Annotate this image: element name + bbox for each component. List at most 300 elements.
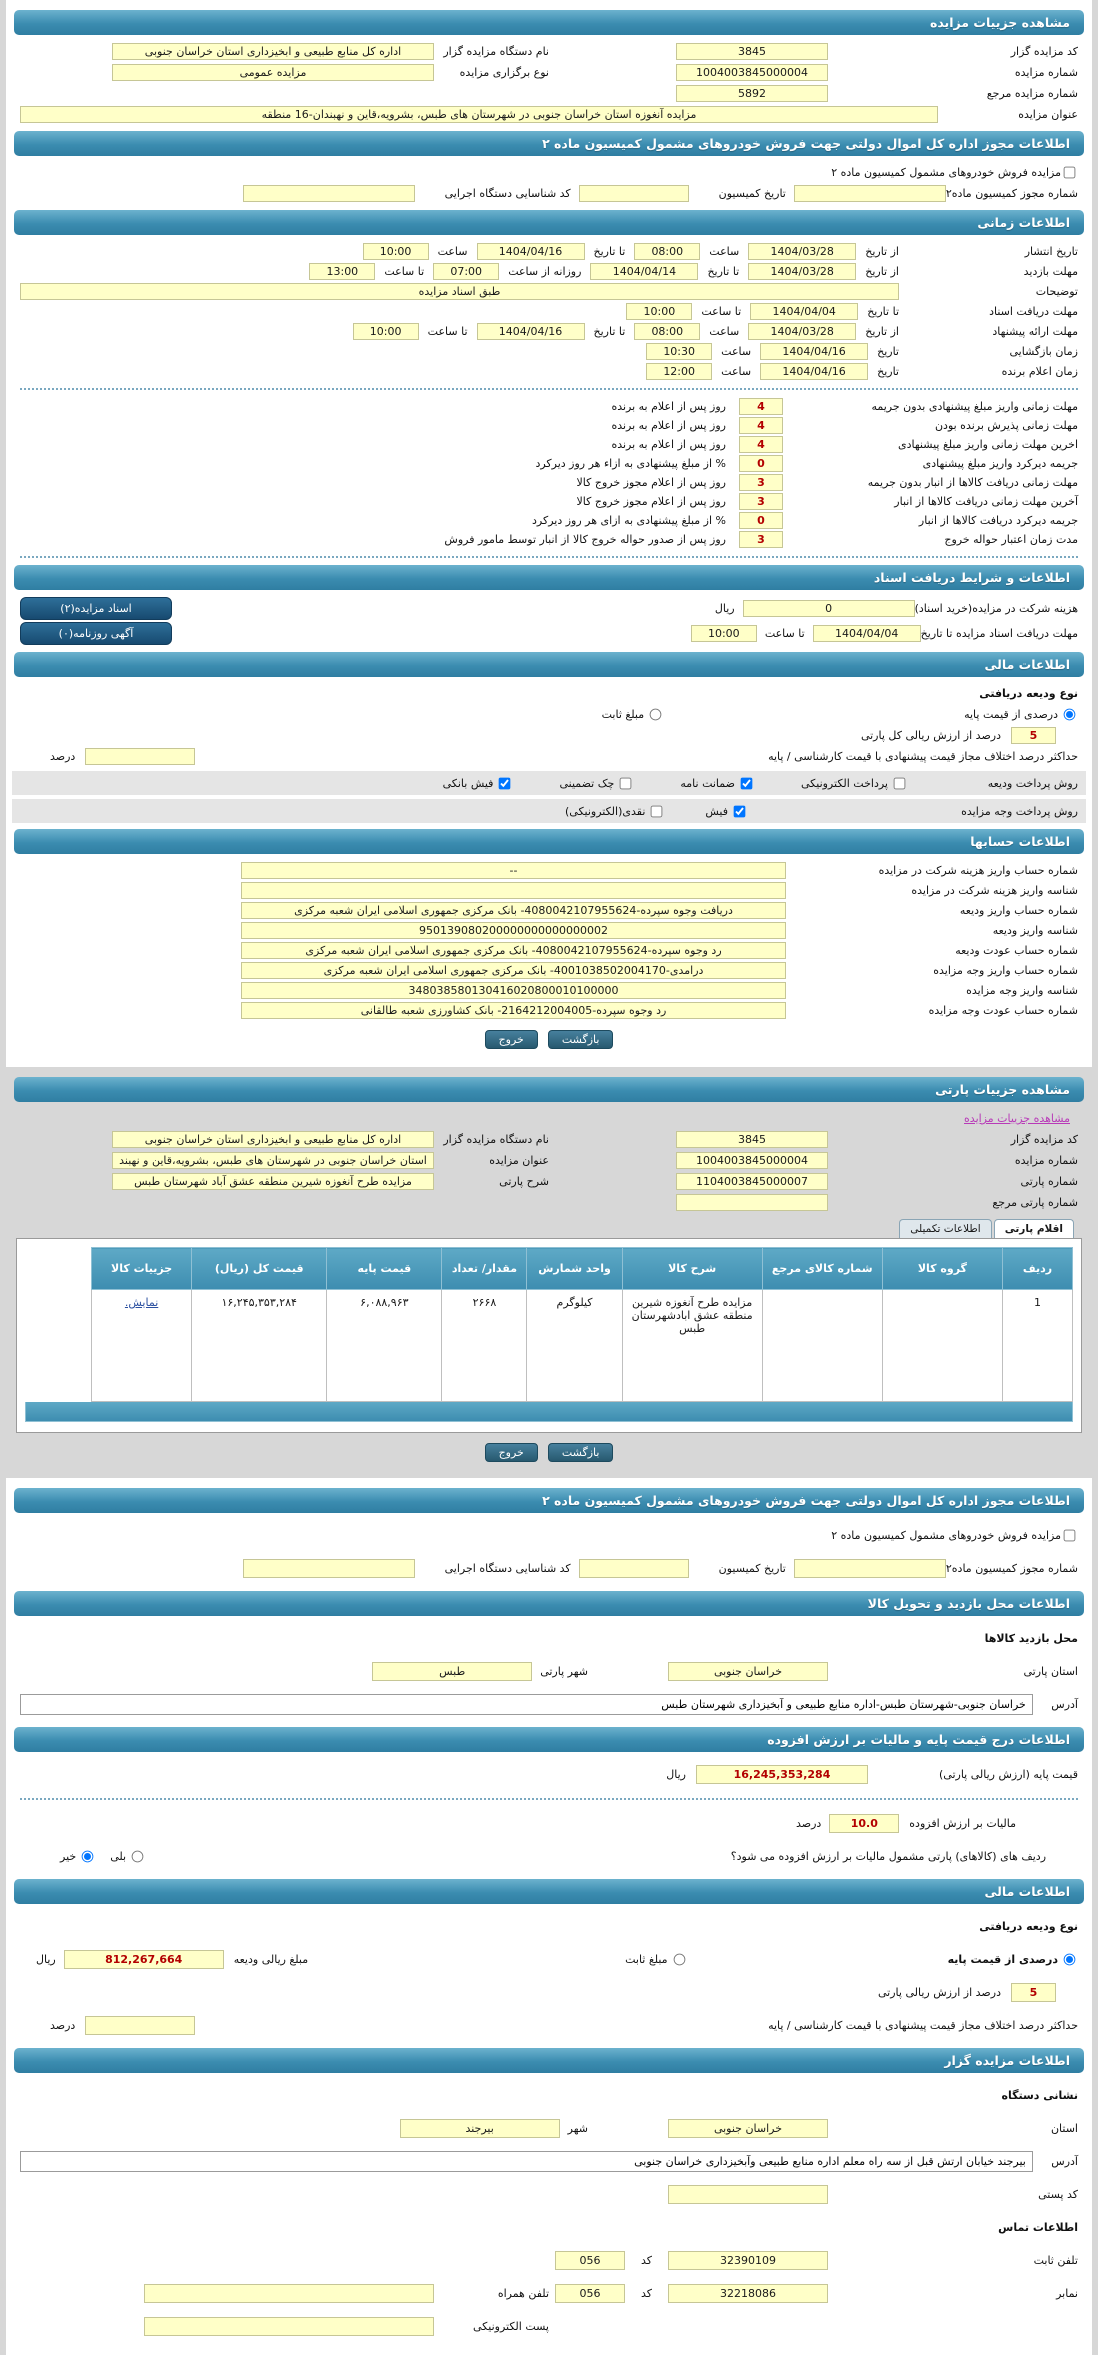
org-address-input[interactable] (20, 2151, 1033, 2172)
commission-permit-label: شماره مجوز کمیسیون ماده۲ (945, 187, 1078, 200)
table-header-row (92, 1248, 1073, 1290)
offer-to-date-field[interactable]: 1404/04/16 (477, 323, 585, 340)
col-ref-goods-number: شماره کالای مرجع (762, 1248, 882, 1290)
hour-text: ساعت (721, 364, 752, 378)
col-goods-group: گروه کالا (882, 1248, 1002, 1290)
auctioneer-code-label: کد مزایده گزار (1010, 1133, 1078, 1146)
org-address-row (12, 2145, 1086, 2178)
deposit-percent-text: درصد از ارزش ریالی کل پارتی (860, 729, 1001, 742)
doc-deadline-label: مهلت دریافت اسناد مزایده تا تاریخ (920, 627, 1078, 640)
account-row (12, 860, 1086, 880)
section-header-documents: اطلاعات و شرایط دریافت اسناد (14, 565, 1084, 590)
percent-of-base-label: درصدی از قیمت پایه (964, 708, 1058, 721)
cell-quantity: ۲۶۶۸ (442, 1290, 527, 1402)
accept-win-days-field[interactable]: 4 (739, 417, 783, 434)
per-day-text: % از مبلغ پیشنهادی به ازای هر روز دیرکرد (532, 514, 726, 527)
deposit-type-row-2 (12, 1910, 1086, 1943)
percent-text: درصد (50, 2019, 76, 2032)
phone-row (12, 2244, 1086, 2277)
doc-fee-field[interactable]: 0 (743, 600, 915, 617)
percent-text: درصد (50, 750, 76, 763)
org-province-city-row (12, 2112, 1086, 2145)
section-header-visit-location: اطلاعات محل بازدید و تحویل کالا (14, 1591, 1084, 1616)
parti-address-label: آدرس (1051, 1698, 1078, 1711)
auction-payment-methods-row (12, 799, 1086, 823)
percent-text: درصد (795, 1817, 822, 1830)
from-date-text: از تاریخ (865, 244, 899, 258)
fax-label: نمابر (1056, 2287, 1078, 2300)
hour-text: ساعت (709, 244, 740, 258)
deposit-percent-row (12, 725, 1086, 746)
last-pickup-label: آخرین مهلت زمانی دریافت کالاها از انبار (894, 495, 1078, 508)
col-goods-details: جزییات کالا (92, 1248, 192, 1290)
pay-no-penalty-label: مهلت زمانی واریز مبلغ پیشنهادی بدون جریمه (871, 400, 1078, 413)
deposit-type-options-row (12, 704, 1086, 725)
section-header-financial-2: اطلاعات مالی (14, 1879, 1084, 1904)
penalty-row-3 (12, 435, 1086, 454)
col-unit: واحد شمارش (527, 1248, 622, 1290)
cell-row-number: 1 (1002, 1290, 1072, 1402)
parti-tabs (12, 1213, 1086, 1238)
date-text: تاریخ (877, 344, 899, 358)
exit-button[interactable]: خروج (485, 1443, 538, 1462)
rial-text: ریال (666, 1768, 686, 1781)
parti-city-label: شهر پارتی (540, 1665, 588, 1678)
account-label: شناسه واریز ودیعه (992, 923, 1078, 937)
offer-from-time-field[interactable]: 08:00 (634, 323, 700, 340)
items-table (91, 1247, 1073, 1402)
auctioneer-name-label: نام دستگاه مزایده گزار (443, 1133, 549, 1146)
auction-documents-button[interactable]: اسناد مزایده(۲) (20, 597, 172, 620)
auction-payment-account-field[interactable]: درامدی-4001038502004170- بانک مرکزی جمهوری اسلامی ایران شعبه مرکزی (241, 962, 786, 979)
percent-of-base-radio[interactable] (1064, 1954, 1076, 1966)
org-address-header: نشانی دستگاه (1001, 2089, 1078, 2102)
docs-deadline-time-field[interactable]: 10:00 (626, 303, 692, 320)
electronic-payment-checkbox[interactable] (894, 777, 906, 789)
opening-time-field[interactable]: 10:30 (646, 343, 712, 360)
parti-province-field[interactable]: خراسان جنوبی (668, 1662, 828, 1681)
deposit-type-label: نوع ودیعه دریافتی (979, 1920, 1078, 1933)
parti-details-panel (6, 1067, 1092, 1478)
parti-desc-label: شرح پارتی (499, 1175, 549, 1188)
account-label: شماره حساب عودت ودیعه (955, 943, 1078, 957)
auction-type-field[interactable]: مزایده عمومی (112, 64, 434, 81)
col-total-price: قیمت کل (ریال) (192, 1248, 327, 1290)
max-diff-label: حداکثر درصد اختلاف مجاز قیمت پیشنهادی با قیمت کارشناسی / پایه (768, 750, 1078, 763)
to-hour-text: تا ساعت (384, 264, 425, 278)
area-code-label: کد (640, 2254, 652, 2267)
winner-announce-row (12, 361, 1086, 381)
account-label: شماره حساب واریز هزینه شرکت در مزایده (878, 863, 1078, 877)
auction-title-field[interactable]: استان خراسان جنوبی در شهرستان های طبس، بشرویه،قاین و نهبند (112, 1152, 434, 1169)
account-row (12, 940, 1086, 960)
postal-code-label: کد پستی (1038, 2188, 1078, 2201)
offer-deadline-label: مهلت ارائه پیشنهاد (992, 324, 1078, 338)
bank-receipt-checkbox[interactable] (499, 777, 511, 789)
account-label: شماره حساب واریز ودیعه (959, 903, 1078, 917)
auction-title-label: عنوان مزایده (1018, 108, 1078, 121)
parti-address-row (12, 1688, 1086, 1721)
fixed-amount-radio[interactable] (650, 709, 662, 721)
dotted-separator (20, 1798, 1078, 1800)
newspaper-ads-button[interactable]: آگهی روزنامه(۰) (20, 622, 172, 645)
contact-info-header: اطلاعات تماس (998, 2221, 1078, 2234)
after-exit-permit-text: روز پس از اعلام مجوز خروج کالا (576, 476, 726, 489)
deposit-amount-field[interactable]: 812,267,664 (64, 1950, 224, 1969)
tab-parti-items[interactable]: اقلام پارتی (994, 1219, 1074, 1238)
exit-permit-validity-field[interactable]: 3 (739, 531, 783, 548)
mobile-label: تلفن همراه (497, 2287, 549, 2300)
winner-date-field[interactable]: 1404/04/16 (760, 363, 868, 380)
parti-desc-field[interactable]: مزایده طرح آنغوزه شیرین منطقه عشق آباد شهرستان طبس (112, 1173, 434, 1190)
visit-to-date-field[interactable]: 1404/04/14 (590, 263, 698, 280)
panel2-buttons (12, 1433, 1086, 1468)
deposit-percent-field[interactable]: 5 (1011, 1983, 1056, 2002)
table-row (92, 1290, 1073, 1402)
docs-deadline-date-field[interactable]: 1404/04/04 (750, 303, 858, 320)
panel1-buttons (12, 1020, 1086, 1055)
commission-fields-row-2 (12, 1552, 1086, 1585)
after-winner-text: روز پس از اعلام به برنده (611, 438, 726, 451)
parti-number-label: شماره پارتی (1020, 1175, 1078, 1188)
penalty-row-1 (12, 397, 1086, 416)
show-details-link[interactable]: نمایش. (124, 1296, 159, 1309)
deposit-percent-text: درصد از ارزش ریالی پارتی (878, 1986, 1001, 1999)
late-pay-penalty-field[interactable]: 0 (739, 455, 783, 472)
per-day-text: % از مبلغ پیشنهادی به ازاء هر روز دیرکرد (535, 457, 726, 470)
auction-payment-return-account-field[interactable]: رد وجوه سپرده-2164212004005- بانک کشاورزی شعبه طالقانی (241, 1002, 786, 1019)
commission-date-field[interactable] (579, 185, 689, 202)
deposit-type-options-row-2 (12, 1943, 1086, 1976)
publish-to-time-field[interactable]: 10:00 (363, 243, 429, 260)
auction-ref-field[interactable]: 5892 (676, 85, 828, 102)
fax-mobile-row (12, 2277, 1086, 2310)
auctioneer-name-field[interactable]: اداره کل منابع طبیعی و ابخیزداری استان خراسان جنوبی (112, 1131, 434, 1148)
auction-ref-label: شماره مزایده مرجع (986, 87, 1078, 100)
visit-place-label: محل بازدید کالاها (984, 1632, 1078, 1645)
cash-electronic-label: نقدی(الکترونیکی) (564, 804, 646, 818)
from-date-text: از تاریخ (865, 324, 899, 338)
doc-deadline-date-field[interactable]: 1404/04/04 (813, 625, 921, 642)
winner-time-field[interactable]: 12:00 (646, 363, 712, 380)
publish-date-row (12, 241, 1086, 261)
org-address-header-row (12, 2079, 1086, 2112)
parti-city-field[interactable]: طبس (372, 1662, 532, 1681)
penalty-row-4 (12, 454, 1086, 473)
col-quantity: مقدار/ تعداد (442, 1248, 527, 1290)
area-code-label: کد (640, 2287, 652, 2300)
phone-label: تلفن ثابت (1033, 2254, 1078, 2267)
account-row (12, 920, 1086, 940)
org-address-label: آدرس (1051, 2155, 1078, 2168)
offer-from-date-field[interactable]: 1404/03/28 (748, 323, 856, 340)
account-row (12, 880, 1086, 900)
fixed-amount-radio[interactable] (673, 1954, 685, 1966)
publish-from-time-field[interactable]: 08:00 (634, 243, 700, 260)
last-pay-days-field[interactable]: 4 (739, 436, 783, 453)
commission-date-field[interactable] (579, 1559, 689, 1578)
commission-permit-field[interactable] (794, 185, 946, 202)
cell-base-price: ۶,۰۸۸,۹۶۳ (327, 1290, 442, 1402)
account-label: شناسه واریز هزینه شرکت در مزایده (911, 883, 1078, 897)
phone-area-code-field[interactable]: 056 (555, 2251, 625, 2270)
vat-label: مالیات بر ارزش افزوده (909, 1817, 1016, 1830)
doc-fee-label: هزینه شرکت در مزایده(خرید اسناد) (914, 602, 1078, 615)
receipt-checkbox[interactable] (734, 805, 746, 817)
vat-row (12, 1807, 1086, 1840)
parti-province-label: استان پارتی (1023, 1665, 1078, 1678)
row-number-type (12, 62, 1086, 83)
row-title (12, 104, 1086, 125)
penalty-row-6 (12, 492, 1086, 511)
row-number-title-2 (12, 1150, 1086, 1171)
vat-yes-label: بلی (110, 1850, 127, 1863)
email-label: پست الکترونیکی (473, 2320, 549, 2333)
view-auction-link-row (12, 1108, 1086, 1129)
base-price-row (12, 1758, 1086, 1791)
commission-checkbox-label: مزایده فروش خودروهای مشمول کمیسیون ماده ۲ (831, 166, 1061, 179)
to-hour-text: تا ساعت (427, 324, 468, 338)
cell-goods-group (882, 1290, 1002, 1402)
max-diff-field[interactable] (85, 2016, 195, 2035)
view-auction-details-link[interactable]: مشاهده جزییات مزایده (964, 1112, 1070, 1125)
auctioneer-code-field[interactable]: 3845 (676, 43, 828, 60)
to-date-text: تا تاریخ (593, 244, 626, 258)
publish-to-date-field[interactable]: 1404/04/16 (477, 243, 585, 260)
row-ref-number (12, 83, 1086, 104)
cell-goods-details (92, 1290, 192, 1402)
max-diff-label: حداکثر درصد اختلاف مجاز قیمت پیشنهادی با قیمت کارشناسی / پایه (768, 2019, 1078, 2032)
dotted-separator (20, 388, 1078, 390)
email-field[interactable] (144, 2317, 434, 2336)
cell-unit: کیلوگرم (527, 1290, 622, 1402)
commission-fields-row (12, 183, 1086, 204)
contact-header-row (12, 2211, 1086, 2244)
fax-field[interactable]: 32218086 (668, 2284, 828, 2303)
to-hour-text: تا ساعت (701, 304, 742, 318)
commission-checkbox[interactable] (1064, 1530, 1076, 1542)
auction-payment-method-label: روش پرداخت وجه مزایده (961, 804, 1078, 818)
section-header-commission-2: اطلاعات مجوز اداره کل اموال دولتی جهت فروش خودروهای مشمول کمیسیون ماده ۲ (14, 1488, 1084, 1513)
auction-number-label: شماره مزایده (1014, 66, 1078, 79)
percent-of-base-radio[interactable] (1064, 709, 1076, 721)
mobile-field[interactable] (144, 2284, 434, 2303)
account-label: شماره حساب عودت وجه مزایده (928, 1003, 1078, 1017)
account-row (12, 960, 1086, 980)
after-issue-text: روز پس از صدور حواله خروج کالا از انبار توسط مامور فروش (444, 533, 726, 546)
pickup-no-penalty-days-field[interactable]: 3 (739, 474, 783, 491)
certified-check-label: چک تضمینی (559, 776, 615, 790)
vat-field[interactable]: 10.0 (829, 1814, 899, 1833)
back-button[interactable]: بازگشت (548, 1030, 614, 1049)
deposit-id-field[interactable]: 950139080200000000000000002 (241, 922, 786, 939)
deposit-return-account-field[interactable]: رد وجوه سپرده-4080042107955624- بانک مرکزی جمهوری اسلامی ایران شعبه مرکزی (241, 942, 786, 959)
commission-checkbox-label: مزایده فروش خودروهای مشمول کمیسیون ماده ۲ (831, 1529, 1061, 1542)
visit-place-row (12, 1622, 1086, 1655)
parti-ref-field[interactable] (676, 1194, 828, 1211)
description-label: توضیحات (1035, 284, 1078, 298)
hour-text: ساعت (721, 344, 752, 358)
rial-text: ریال (714, 602, 735, 615)
winner-announce-label: زمان اعلام برنده (1001, 364, 1078, 378)
org-city-field[interactable]: بیرجند (400, 2119, 560, 2138)
vat-no-label: خیر (60, 1850, 77, 1863)
offer-deadline-row (12, 321, 1086, 341)
auction-type-label: نوع برگزاری مزایده (459, 66, 549, 79)
back-button[interactable]: بازگشت (548, 1443, 614, 1462)
vat-question-label: ردیف های (کالاهای) پارتی مشمول مالیات بر ارزش افزوده می شود؟ (730, 1850, 1046, 1863)
parti-province-city-row (12, 1655, 1086, 1688)
opening-time-row (12, 341, 1086, 361)
auctioneer-name-label: نام دستگاه مزایده گزار (443, 45, 549, 58)
max-diff-row-2 (12, 2009, 1086, 2042)
auction-title-field[interactable]: مزایده آنغوزه استان خراسان جنوبی در شهرستان های طبس، بشرویه،قاین و نهبندان-16 منطقه (20, 106, 938, 123)
row-code-org (12, 41, 1086, 62)
offer-to-time-field[interactable]: 10:00 (353, 323, 419, 340)
visit-to-time-field[interactable]: 13:00 (309, 263, 375, 280)
hour-text: ساعت (437, 244, 468, 258)
row-parti-desc (12, 1171, 1086, 1192)
certified-check-checkbox[interactable] (620, 777, 632, 789)
visit-from-date-field[interactable]: 1404/03/28 (748, 263, 856, 280)
deposit-account-field[interactable]: دریافت وجوه سپرده-4080042107955624- بانک مرکزی جمهوری اسلامی ایران شعبه مرکزی (241, 902, 786, 919)
postal-code-row (12, 2178, 1086, 2211)
opening-date-field[interactable]: 1404/04/16 (760, 343, 868, 360)
commission-checkbox-row (12, 162, 1086, 183)
late-pickup-penalty-field[interactable]: 0 (739, 512, 783, 529)
section-header-accounts: اطلاعات حسابها (14, 829, 1084, 854)
doc-deadline-time-field[interactable]: 10:00 (691, 625, 757, 642)
org-city-label: شهر (567, 2122, 588, 2135)
visit-deadline-row (12, 261, 1086, 281)
deposit-percent-field[interactable]: 5 (1011, 727, 1056, 744)
auctioneer-name-field[interactable]: اداره کل منابع طبیعی و ابخیزداری استان خراسان جنوبی (112, 43, 434, 60)
parti-address-input[interactable] (20, 1694, 1033, 1715)
visit-from-time-field[interactable]: 07:00 (433, 263, 499, 280)
after-exit-permit-text: روز پس از اعلام مجوز خروج کالا (576, 495, 726, 508)
fee-deposit-id-field[interactable] (241, 882, 786, 899)
to-hour-text: تا ساعت (764, 627, 805, 640)
deposit-type-row (12, 683, 1086, 704)
table-footer-bar (25, 1402, 1073, 1422)
publish-from-date-field[interactable]: 1404/03/28 (748, 243, 856, 260)
daily-from-hour-text: روزانه از ساعت (508, 264, 582, 278)
items-table-container (16, 1238, 1082, 1433)
parti-extra-panel (6, 1478, 1092, 2355)
section-header-auctioneer-info: اطلاعات مزایده گزار (14, 2048, 1084, 2073)
vat-question-row (12, 1840, 1086, 1873)
cash-electronic-checkbox[interactable] (651, 805, 663, 817)
receipt-label: فیش (705, 804, 728, 818)
vat-no-radio[interactable] (82, 1851, 94, 1863)
base-price-field[interactable]: 16,245,353,284 (696, 1765, 868, 1784)
row-parti-ref (12, 1192, 1086, 1213)
opening-time-label: زمان بازگشایی (1009, 344, 1078, 358)
parti-ref-label: شماره پارتی مرجع (992, 1196, 1078, 1209)
section-header-financial-1: اطلاعات مالی (14, 652, 1084, 677)
section-header-timing: اطلاعات زمانی (14, 210, 1084, 235)
agency-id-label: کد شناسایی دستگاه اجرایی (444, 1562, 571, 1575)
auctioneer-code-field[interactable]: 3845 (676, 1131, 828, 1148)
agency-id-label: کد شناسایی دستگاه اجرایی (444, 187, 571, 200)
max-diff-row (12, 746, 1086, 767)
postal-code-field[interactable] (668, 2185, 828, 2204)
fixed-amount-label: مبلغ ثابت (625, 1953, 668, 1966)
commission-permit-field[interactable] (794, 1559, 946, 1578)
agency-id-field[interactable] (243, 1559, 415, 1578)
section-header-base-price: اطلاعات درج قیمت پایه و مالیات بر ارزش افزوده (14, 1727, 1084, 1752)
to-date-text: تا تاریخ (593, 324, 626, 338)
percent-of-base-label: درصدی از قیمت پایه (947, 1953, 1058, 1966)
last-pickup-days-field[interactable]: 3 (739, 493, 783, 510)
col-goods-desc: شرح کالا (622, 1248, 762, 1290)
auction-title-label: عنوان مزایده (489, 1154, 549, 1167)
account-row (12, 900, 1086, 920)
exit-button[interactable]: خروج (485, 1030, 538, 1049)
hour-text: ساعت (709, 324, 740, 338)
org-province-label: استان (1050, 2122, 1078, 2135)
guarantee-label: ضمانت نامه (680, 776, 735, 790)
cell-ref-goods-number (762, 1290, 882, 1402)
from-date-text: از تاریخ (865, 264, 899, 278)
auction-number-field[interactable]: 1004003845000004 (676, 1152, 828, 1169)
col-base-price: قیمت پایه (327, 1248, 442, 1290)
to-date-text: تا تاریخ (707, 264, 740, 278)
org-province-field[interactable]: خراسان جنوبی (668, 2119, 828, 2138)
account-label: شناسه واریز وجه مزایده (966, 983, 1078, 997)
exit-permit-validity-label: مدت زمان اعتبار حواله خروج (944, 533, 1078, 546)
auction-payment-id-field[interactable]: 348038580130416020800010100000 (241, 982, 786, 999)
after-winner-text: روز پس از اعلام به برنده (611, 400, 726, 413)
max-diff-field[interactable] (85, 748, 195, 765)
cell-total-price: ۱۶,۲۴۵,۳۵۳,۲۸۴ (192, 1290, 327, 1402)
docs-receive-deadline-label: مهلت دریافت اسناد (989, 304, 1078, 318)
after-winner-text: روز پس از اعلام به برنده (611, 419, 726, 432)
deposit-type-label: نوع ودیعه دریافتی (979, 687, 1078, 700)
late-pickup-penalty-label: جریمه دیرکرد دریافت کالاها از انبار (918, 514, 1078, 527)
guarantee-checkbox[interactable] (741, 777, 753, 789)
row-code-org-2 (12, 1129, 1086, 1150)
agency-id-field[interactable] (243, 185, 415, 202)
late-pay-penalty-label: جریمه دیرکرد واریز مبلغ پیشنهادی (922, 457, 1078, 470)
dotted-separator (20, 556, 1078, 558)
deposit-payment-methods-row (12, 771, 1086, 795)
account-label: شماره حساب واریز وجه مزایده (933, 963, 1078, 977)
email-row (12, 2310, 1086, 2343)
parti-number-field[interactable]: 1104003845000007 (676, 1173, 828, 1190)
rial-text: ریال (36, 1953, 56, 1966)
description-field[interactable]: طبق اسناد مزایده (20, 283, 899, 300)
phone-field[interactable]: 32390109 (668, 2251, 828, 2270)
doc-deadline-row (12, 621, 1086, 646)
deposit-amount-label: مبلغ ریالی ودیعه (233, 1953, 309, 1966)
deposit-payment-method-label: روش پرداخت ودیعه (987, 776, 1078, 790)
fax-area-code-field[interactable]: 056 (555, 2284, 625, 2303)
commission-date-label: تاریخ کمیسیون (718, 1562, 786, 1575)
tab-additional-info[interactable]: اطلاعات تکمیلی (899, 1219, 991, 1238)
date-text: تاریخ (877, 364, 899, 378)
last-pay-deadline-label: اخرین مهلت زمانی واریز مبلغ پیشنهادی (898, 438, 1078, 451)
docs-receive-deadline-row (12, 301, 1086, 321)
fee-deposit-account-field[interactable]: -- (241, 862, 786, 879)
vat-yes-radio[interactable] (132, 1851, 144, 1863)
doc-fee-row (12, 596, 1086, 621)
pay-no-penalty-days-field[interactable]: 4 (739, 398, 783, 415)
section-header-auction-details: مشاهده جزییات مزایده (14, 10, 1084, 35)
publish-date-label: تاریخ انتشار (1024, 244, 1078, 258)
auction-number-field[interactable]: 1004003845000004 (676, 64, 828, 81)
commission-checkbox[interactable] (1064, 167, 1076, 179)
